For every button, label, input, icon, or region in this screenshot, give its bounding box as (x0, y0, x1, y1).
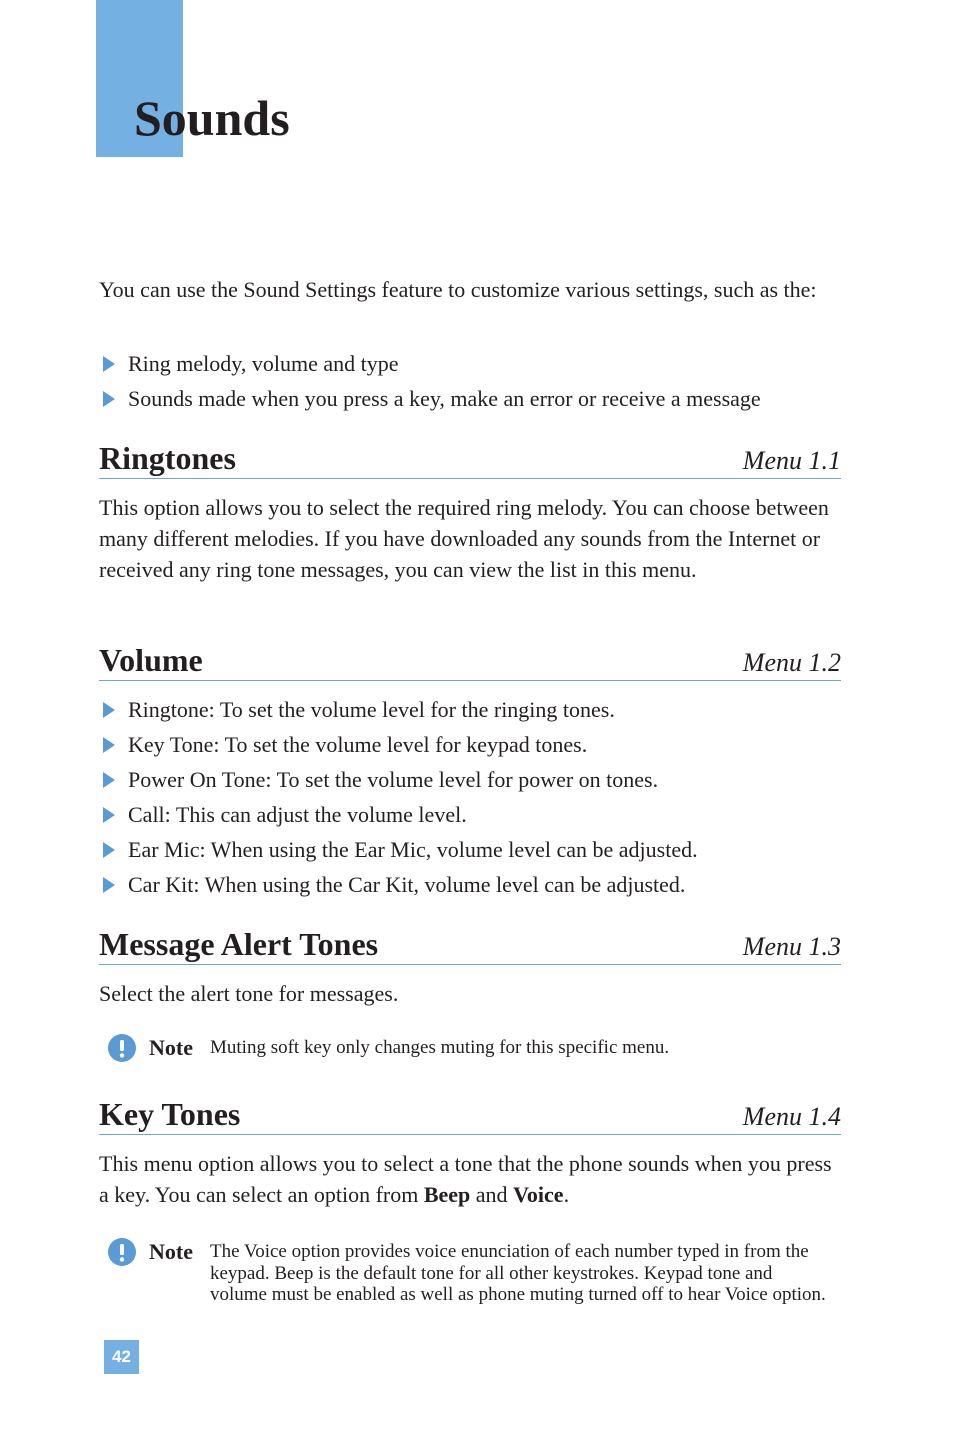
note-label: Note (149, 1035, 193, 1060)
section-header-volume (99, 644, 841, 681)
bullet-arrow-icon (103, 702, 115, 718)
note-exclamation-icon (108, 1238, 136, 1266)
section-title: Message Alert Tones (99, 926, 379, 962)
page-title: Sounds (134, 90, 290, 146)
note-text: Muting soft key only changes muting for this specific menu. (210, 1037, 670, 1058)
section-header-ringtones (99, 442, 841, 479)
bullet-arrow-icon (103, 772, 115, 788)
bullet-arrow-icon (103, 356, 115, 372)
ringtones-body: This option allows you to select the required ring melody. You can choose between many different melodies. If you have downloaded any sounds from the Internet or received any ring tone messages, you can view the list in this menu. (99, 495, 829, 582)
section-menu-number: Menu 1.3 (742, 932, 841, 961)
note-text: The Voice option provides voice enunciation of each number typed in from the keypad. Beep is the default tone for all other keystrokes. Keypad tone and volume must be enabled as well as phone muting turned off to hear Voice option. (210, 1241, 826, 1305)
section-title: Volume (99, 642, 203, 678)
bullet-arrow-icon (103, 842, 115, 858)
message-alert-body: Select the alert tone for messages. (99, 981, 399, 1006)
intro-text: You can use the Sound Settings feature to customize various settings, such as the: (99, 277, 817, 302)
note-exclamation-icon (108, 1034, 136, 1062)
key-tones-body: This menu option allows you to select a tone that the phone sounds when you press a key. You can select an option from Beep and Voice. (99, 1151, 832, 1207)
bullet-arrow-icon (103, 391, 115, 407)
section-title: Key Tones (99, 1096, 241, 1132)
bullet-arrow-icon (103, 737, 115, 753)
section-title: Ringtones (99, 440, 236, 476)
section-menu-number: Menu 1.4 (742, 1102, 841, 1131)
section-header-message-alert-tones (99, 928, 841, 965)
section-menu-number: Menu 1.2 (742, 648, 841, 677)
note-label: Note (149, 1239, 193, 1264)
bullet-arrow-icon (103, 807, 115, 823)
bullet-arrow-icon (103, 877, 115, 893)
section-menu-number: Menu 1.1 (742, 446, 841, 475)
section-header-key-tones (99, 1098, 841, 1135)
page-number: 42 (104, 1340, 139, 1374)
option-voice: Voice (513, 1182, 564, 1207)
option-beep: Beep (423, 1182, 471, 1207)
